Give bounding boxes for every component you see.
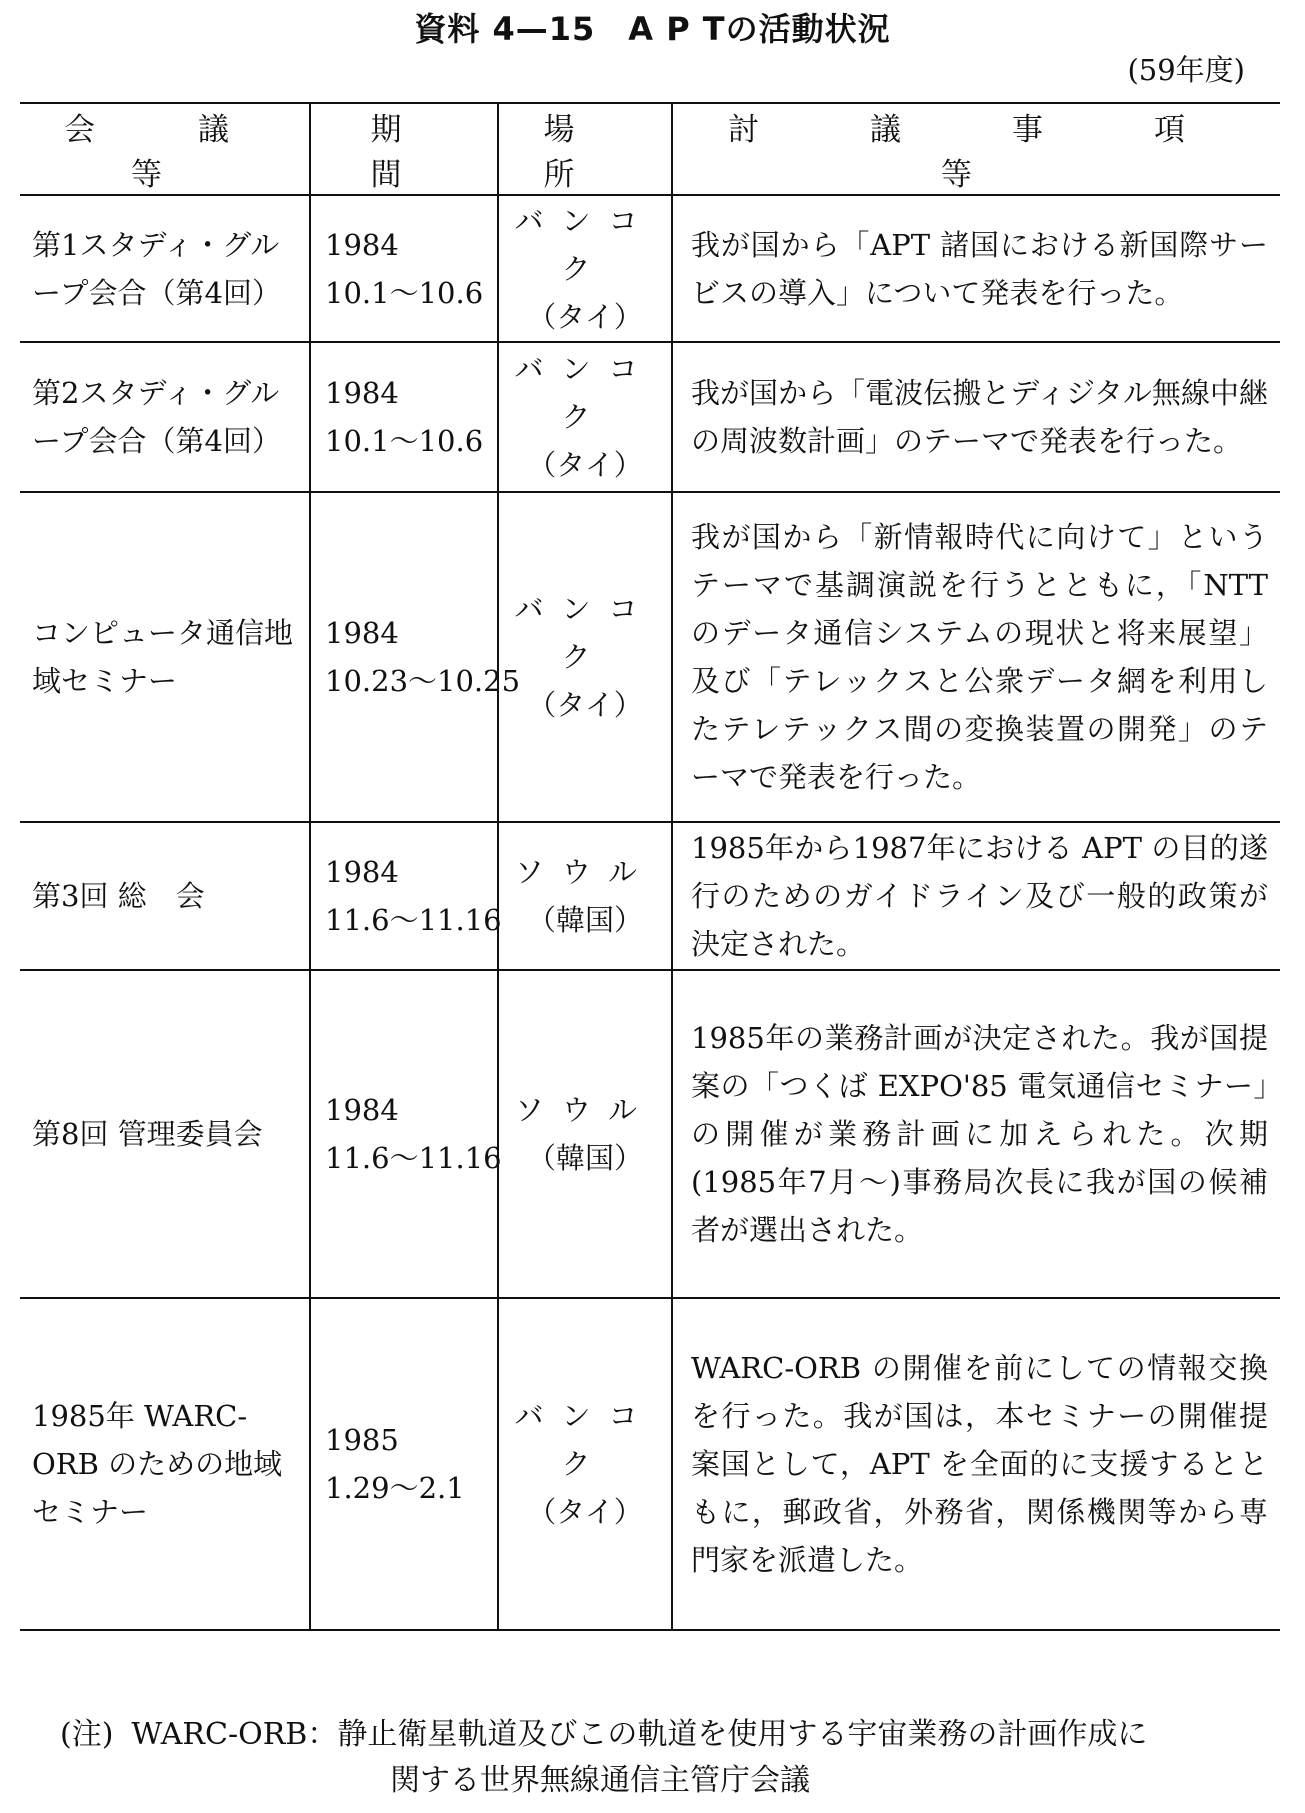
place-city: バンコク	[514, 203, 656, 286]
period-dates: 11.6〜11.16	[325, 903, 502, 937]
period-dates: 11.6〜11.16	[325, 1141, 502, 1175]
place-country: （韓国）	[526, 903, 643, 937]
apt-activity-table	[20, 102, 1296, 1631]
place-cell	[498, 195, 672, 342]
meeting-name: 第2スタディ・グループ会合（第4回）	[32, 376, 282, 458]
meeting-name: コンピュータ通信地域セミナー	[32, 616, 294, 698]
place-country: （タイ）	[527, 299, 643, 334]
place-country: （タイ）	[527, 688, 643, 722]
table-row	[20, 822, 1280, 970]
period-cell	[310, 970, 502, 1298]
footnote-text-line2: 関する世界無線通信主管庁会議	[390, 1763, 810, 1798]
place-city: バンコク	[514, 1399, 656, 1481]
table-row	[20, 1298, 1280, 1630]
place-country: （タイ）	[527, 448, 643, 482]
period-dates: 1.29〜2.1	[325, 1471, 465, 1505]
period-year: 1984	[325, 1093, 399, 1127]
place-cell	[498, 822, 672, 970]
place-cell	[498, 342, 672, 492]
footnote-text-line1: WARC-ORB：静止衛星軌道及びこの軌道を使用する宇宙業務の計画作成に	[131, 1717, 1148, 1752]
place-city: バンコク	[514, 352, 656, 434]
table-header-row	[20, 103, 1280, 195]
place-city: ソウル	[514, 1093, 656, 1127]
meeting-name: 第1スタディ・グループ会合（第4回）	[32, 227, 282, 310]
header-details: 討 議 事 項 等	[672, 103, 1280, 195]
footnote-label: (注)	[60, 1717, 114, 1752]
place-cell	[498, 492, 672, 822]
details-text: 1985年から1987年における APT の目的遂行のためのガイドライン及び一般的政策が決定された。	[672, 822, 1280, 970]
table-row	[20, 195, 1280, 342]
details-text: 1985年の業務計画が決定された。我が国提案の「つくば EXPO'85 電気通信セミナー」の開催が業務計画に加えられた。次期(1985年7月〜)事務局次長に我が国の候補者が選出された。	[672, 970, 1280, 1298]
period-cell	[310, 342, 498, 492]
place-country: （韓国）	[526, 1141, 643, 1175]
details-text: 我が国から「APT 諸国における新国際サービスの導入」について発表を行った。	[672, 195, 1280, 342]
place-cell	[498, 970, 672, 1298]
table-row	[20, 342, 1280, 492]
place-city: バンコク	[514, 592, 656, 674]
table-row	[20, 970, 1280, 1298]
period-dates: 10.1〜10.6	[325, 275, 484, 310]
period-year: 1985	[325, 1423, 399, 1457]
place-country: （タイ）	[527, 1495, 643, 1529]
fiscal-year-label: (59年度)	[1127, 53, 1245, 87]
meeting-name: 1985年 WARC-ORB のための地域セミナー	[32, 1399, 283, 1529]
period-year: 1984	[325, 616, 399, 650]
period-year: 1984	[325, 855, 399, 889]
period-year: 1984	[325, 227, 399, 262]
details-text: WARC-ORB の開催を前にしての情報交換を行った。我が国は，本セミナーの開催提案国として，APT を全面的に支援するとともに，郵政省，外務省，関係機関等から専門家を派遣した。	[672, 1298, 1280, 1630]
period-cell	[310, 822, 502, 970]
meeting-name: 第8回 管理委員会	[32, 1117, 263, 1151]
period-year: 1984	[325, 376, 399, 410]
period-dates: 10.23〜10.25	[325, 664, 521, 698]
period-cell	[310, 1298, 498, 1630]
period-dates: 10.1〜10.6	[325, 424, 484, 458]
details-text: 我が国から「電波伝搬とディジタル無線中継の周波数計画」のテーマで発表を行った。	[672, 342, 1280, 492]
period-cell	[310, 492, 521, 822]
place-city: ソウル	[514, 855, 656, 889]
header-place: 場 所	[498, 103, 672, 195]
place-cell	[498, 1298, 672, 1630]
header-period: 期 間	[310, 103, 498, 195]
table-row	[20, 492, 1280, 822]
details-text: 我が国から「新情報時代に向けて」というテーマで基調演説を行うとともに，「NTT のデータ通信システムの現状と将来展望」及び「テレックスと公衆データ網を利用したテレテックス間の変換装置の開発」のテーマで発表を行った。	[672, 492, 1280, 822]
footnote	[60, 1712, 1280, 1804]
page-title: 資料 4—15 A P Tの活動状況	[414, 10, 891, 48]
header-meeting: 会 議 等	[64, 112, 332, 193]
period-cell	[310, 195, 498, 342]
meeting-name: 第3回 総 会	[32, 879, 205, 913]
